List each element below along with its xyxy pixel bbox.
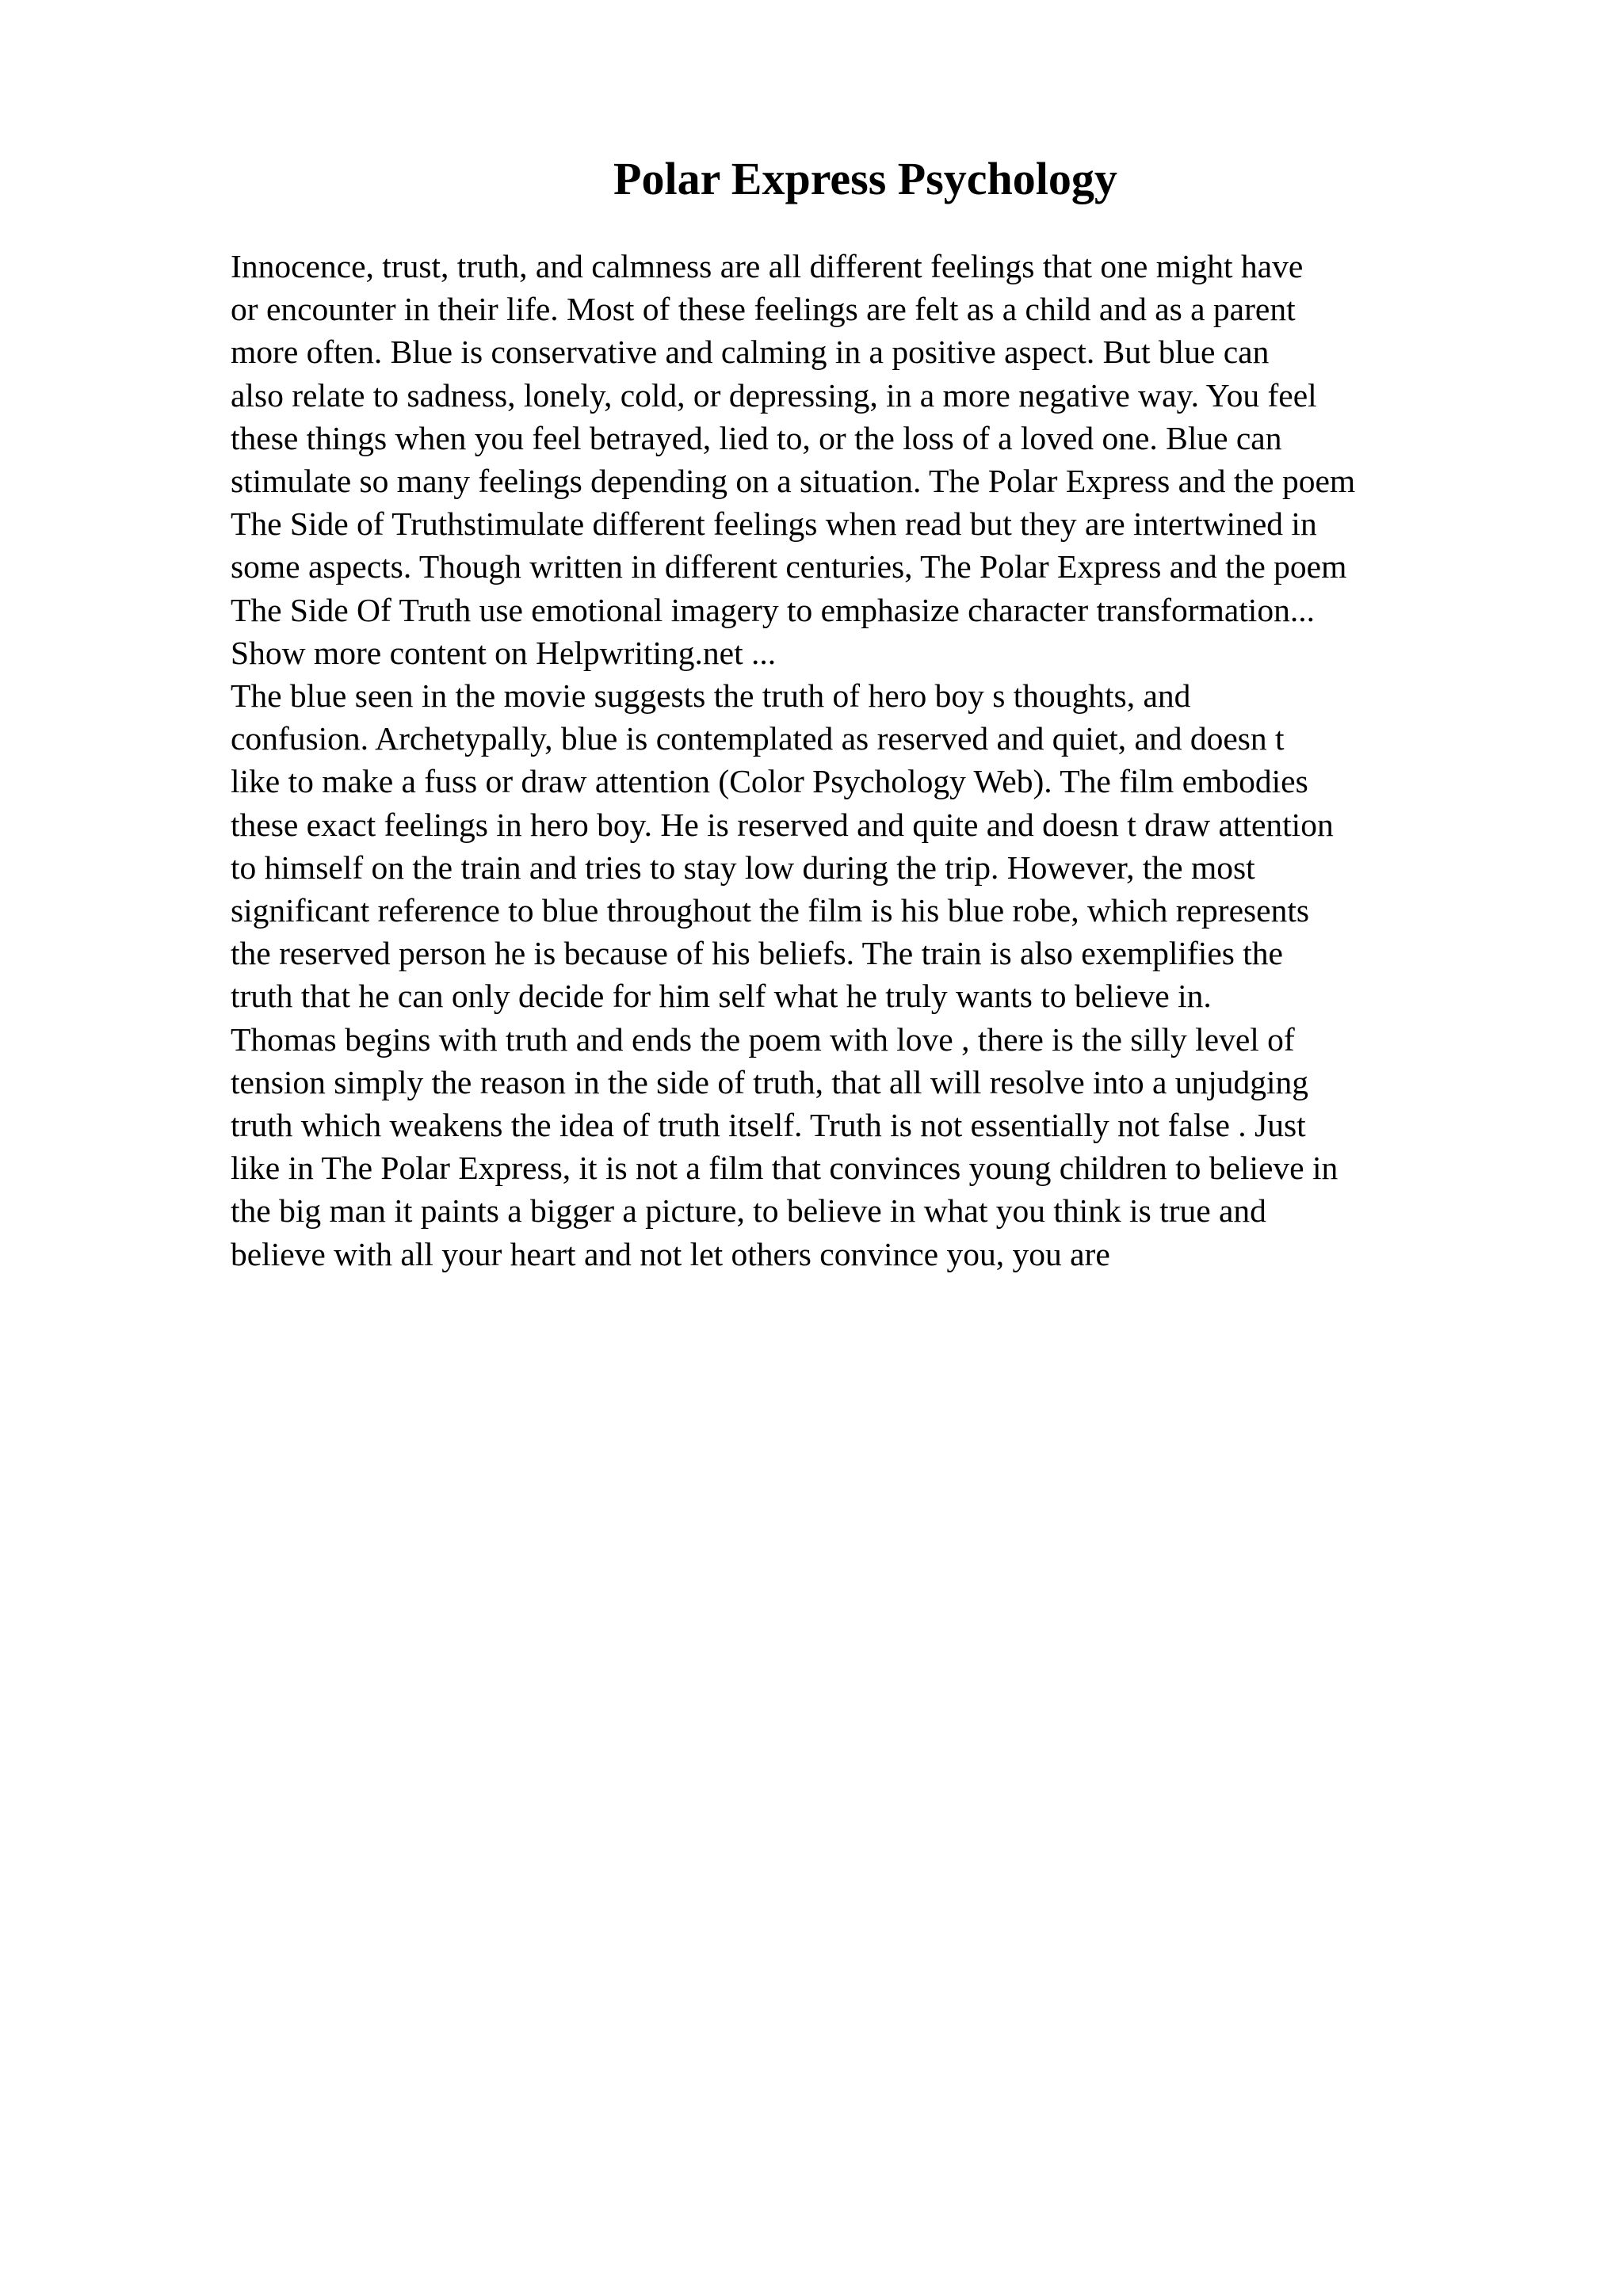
body-line: like to make a fuss or draw attention (Color Psychology Web). The film embodies <box>231 763 1308 800</box>
body-line: The blue seen in the movie suggests the truth of hero boy s thoughts, and <box>231 677 1191 715</box>
body-line: Innocence, trust, truth, and calmness are all different feelings that one might have <box>231 248 1304 284</box>
document-title: Polar Express Psychology <box>613 153 1117 204</box>
body-line: some aspects. Though written in different centuries, The Polar Express and the poem <box>231 548 1347 585</box>
body-line: these things when you feel betrayed, lied to, or the loss of a loved one. Blue can <box>231 419 1282 456</box>
body-line: The Side of Truthstimulate different feelings when read but they are intertwined in <box>231 505 1317 543</box>
body-line: like in The Polar Express, it is not a film that convinces young children to believe in <box>231 1150 1338 1187</box>
body-line: truth that he can only decide for him self what he truly wants to believe in. <box>231 978 1212 1015</box>
body-line: or encounter in their life. Most of these feelings are felt as a child and as a parent <box>231 291 1296 328</box>
body-line: to himself on the train and tries to stay low during the trip. However, the most <box>231 849 1255 886</box>
body-line: believe with all your heart and not let others convince you, you are <box>231 1235 1110 1272</box>
body-line: The Side Of Truth use emotional imagery to emphasize character transformation... <box>231 591 1315 628</box>
body-line: also relate to sadness, lonely, cold, or depressing, in a more negative way. You feel <box>231 376 1317 414</box>
show-more-line: Show more content on Helpwriting.net ... <box>231 634 777 671</box>
body-line: Thomas begins with truth and ends the poem with love , there is the silly level of <box>231 1020 1295 1058</box>
body-line: the reserved person he is because of his beliefs. The train is also exemplifies the <box>231 935 1283 972</box>
body-line: tension simply the reason in the side of truth, that all will resolve into a unjudging <box>231 1063 1309 1100</box>
body-line: truth which weakens the idea of truth itself. Truth is not essentially not false . Just <box>231 1107 1306 1144</box>
body-line: more often. Blue is conservative and calming in a positive aspect. But blue can <box>231 334 1270 371</box>
body-line: significant reference to blue throughout the film is his blue robe, which represents <box>231 892 1310 929</box>
body-line: confusion. Archetypally, blue is contemplated as reserved and quiet, and doesn t <box>231 720 1285 757</box>
body-line: the big man it paints a bigger a picture, to believe in what you think is true and <box>231 1192 1266 1230</box>
body-line: these exact feelings in hero boy. He is reserved and quite and doesn t draw attention <box>231 806 1334 843</box>
document-body <box>231 245 1594 1276</box>
body-line: stimulate so many feelings depending on a situation. The Polar Express and the poem <box>231 463 1356 500</box>
